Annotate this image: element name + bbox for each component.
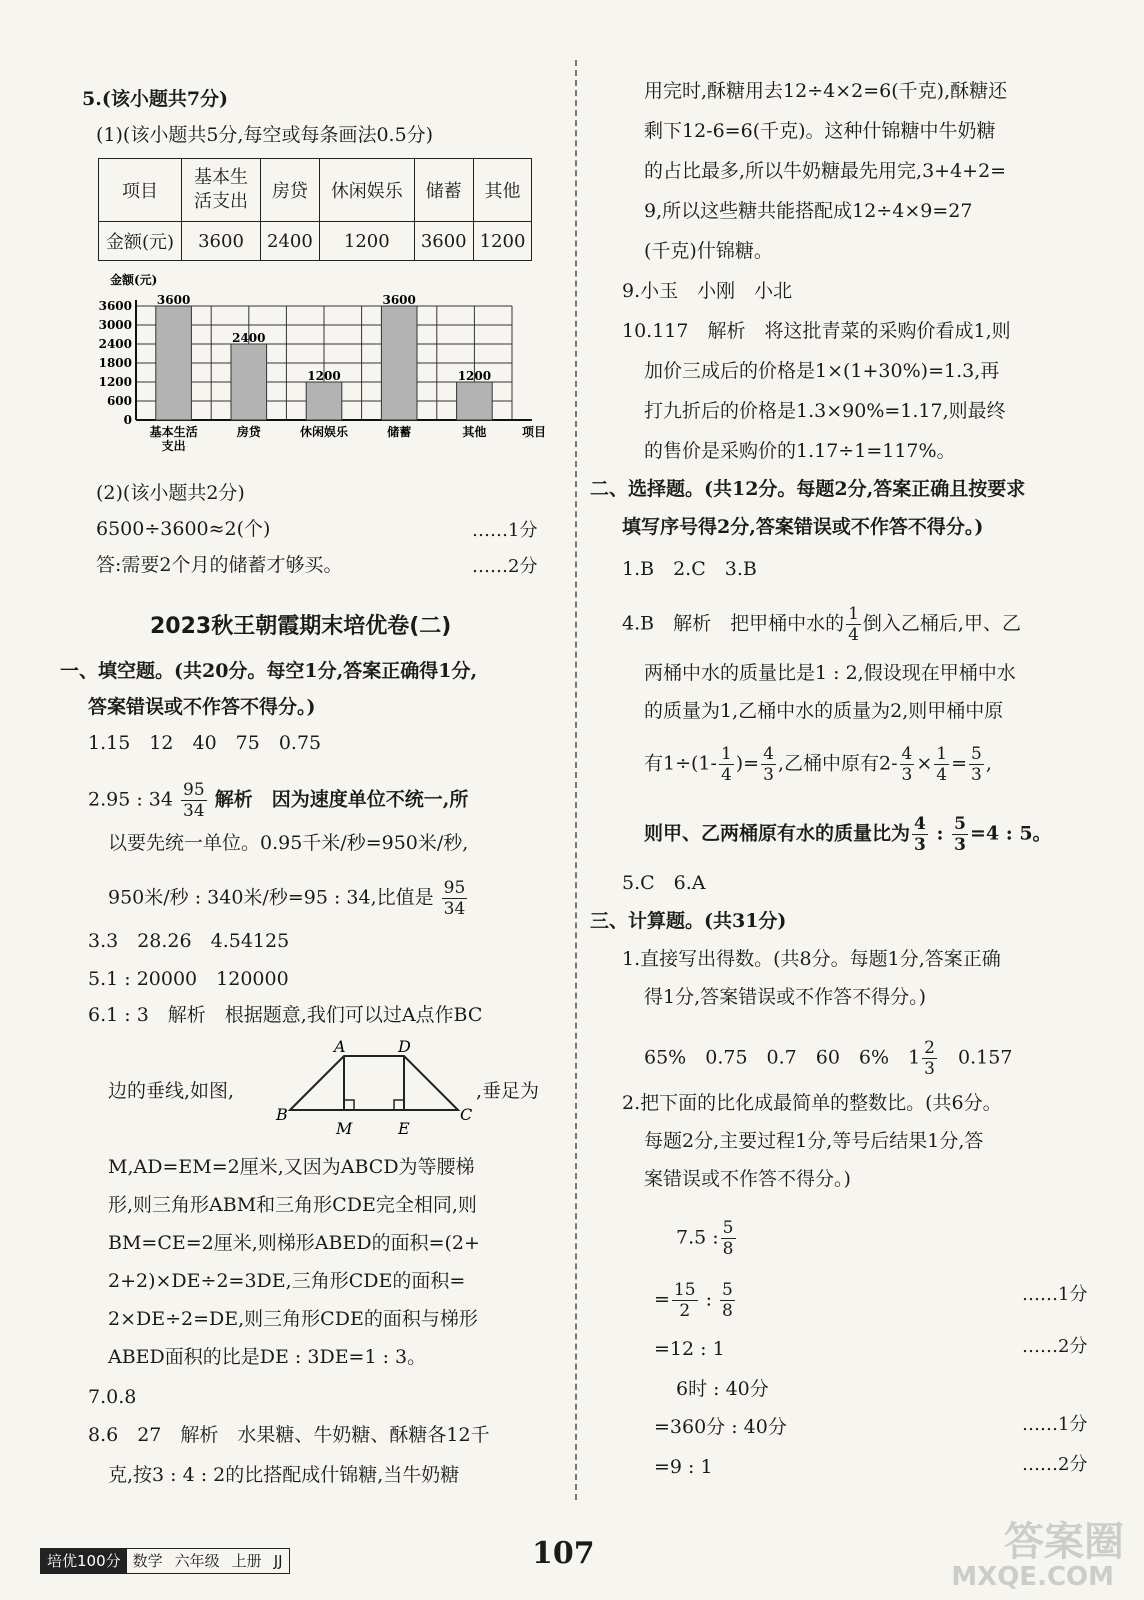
answer-line: 7.0.8 <box>88 1386 137 1408</box>
answer-text: : <box>699 1288 719 1311</box>
table-header-text: 基本生活支出 <box>194 167 248 212</box>
answer-line: (千克)什锦糖。 <box>644 240 773 262</box>
label-d: D <box>398 1040 411 1056</box>
equation-line <box>676 1218 738 1259</box>
answer-text: 7.5 : <box>676 1226 719 1249</box>
section-heading: 答案错误或不作答不得分。) <box>88 696 316 718</box>
numerator: 5 <box>954 814 966 834</box>
x-tick-label: 储蓄 <box>387 425 412 439</box>
fraction <box>181 780 207 821</box>
answer-line: 1.直接写出得数。(共8分。每题1分,答案正确 <box>622 948 1001 970</box>
table-cell: 2400 <box>261 222 320 261</box>
denominator: 4 <box>848 625 859 645</box>
watermark-url: MXQE.COM <box>951 1562 1114 1592</box>
x-tick-label: 房贷 <box>236 425 261 439</box>
answer-line: 9,所以这些糖共能搭配成12÷4×9=27 <box>644 200 973 222</box>
label-b: B <box>276 1105 288 1124</box>
answer-line: 8.6 27 解析 水果糖、牛奶糖、酥糖各12千 <box>88 1424 490 1446</box>
y-axis-label: 金额(元) <box>110 273 158 287</box>
numerator: 95 <box>183 780 205 800</box>
bar <box>306 382 342 420</box>
answer-text: 2.95 : 34 <box>88 788 173 811</box>
numerator: 95 <box>443 878 466 898</box>
denominator: 4 <box>936 765 948 785</box>
label-a: A <box>334 1040 346 1056</box>
answer-line: 2×DE÷2=DE,则三角形CDE的面积与梯形 <box>108 1308 478 1330</box>
denominator: 3 <box>901 765 913 785</box>
column-divider <box>575 60 577 1500</box>
edition: JJ <box>273 1552 283 1570</box>
answer-text: )= <box>735 752 760 775</box>
fraction <box>720 1280 735 1321</box>
numerator: 1 <box>936 744 948 764</box>
answer-line: 6.1 : 3 解析 根据题意,我们可以过A点作BC <box>88 1004 483 1026</box>
bar-value-label: 3600 <box>382 293 416 307</box>
answer-line: 剩下12-6=6(千克)。这种什锦糖中牛奶糖 <box>644 120 996 142</box>
fraction <box>934 744 949 785</box>
answer-line: 用完时,酥糖用去12÷4×2=6(千克),酥糖还 <box>644 80 1008 102</box>
numerator: 4 <box>763 744 774 764</box>
answer-line: 1.15 12 40 75 0.75 <box>88 732 322 754</box>
answer-text: 0.157 <box>958 1046 1013 1069</box>
answer-line: 得1分,答案错误或不作答不得分。) <box>644 986 927 1008</box>
x-tick-label: 支出 <box>161 439 186 453</box>
label-m: M <box>336 1119 353 1138</box>
answer-line: 的售价是采购价的1.17÷1=117%。 <box>644 440 956 462</box>
book-label <box>40 1548 290 1574</box>
x-tick-label: 基本生活 <box>149 425 198 439</box>
denominator: 34 <box>183 801 205 821</box>
section-heading: 一、填空题。(共20分。每空1分,答案正确得1分, <box>60 660 478 682</box>
table-cell: 休闲娱乐 <box>319 159 414 222</box>
trapezoid-figure <box>274 1040 474 1140</box>
table-cell: 其他 <box>473 159 532 222</box>
fraction <box>969 744 984 785</box>
answer-line: 5.1 : 20000 120000 <box>88 968 289 990</box>
x-axis-label: 项目 <box>522 425 547 439</box>
answer-line: 10.117 解析 将这批青菜的采购价看成1,则 <box>622 320 1011 342</box>
numerator: 4 <box>914 814 926 834</box>
score: ……2分 <box>472 556 538 577</box>
y-tick-label: 1800 <box>98 356 132 370</box>
y-tick-label: 600 <box>106 394 132 408</box>
section-heading: 三、计算题。(共31分) <box>590 910 787 932</box>
y-tick-label: 3600 <box>98 299 132 313</box>
answer-line <box>644 814 1052 855</box>
answer-text: 4.B 解析 把甲桶中水的 <box>622 612 845 635</box>
answer-line: 边的垂线,如图, <box>108 1080 235 1102</box>
y-tick-label: 0 <box>123 413 132 427</box>
bar <box>156 306 192 420</box>
fraction <box>912 814 928 855</box>
score: ……2分 <box>1022 1336 1088 1357</box>
equation-line: =12 : 1 <box>654 1338 725 1360</box>
label-c: C <box>460 1105 473 1124</box>
table-row <box>99 159 532 222</box>
x-tick-label: 其他 <box>462 425 487 439</box>
table-cell: 房贷 <box>261 159 320 222</box>
numerator: 5 <box>971 744 982 764</box>
denominator: 3 <box>924 1059 935 1079</box>
equation-line: =9 : 1 <box>654 1456 713 1478</box>
answer-line: 的质量为1,乙桶中水的质量为2,则甲桶中原 <box>644 700 1004 722</box>
q5-title: 5.(该小题共7分) <box>82 88 229 110</box>
expense-table <box>98 158 532 261</box>
answer-line <box>108 878 469 919</box>
fraction <box>952 814 968 855</box>
fraction <box>846 604 861 645</box>
denominator: 3 <box>763 765 774 785</box>
answer-line: 2.把下面的比化成最简单的整数比。(共6分。 <box>622 1092 1002 1114</box>
numerator: 1 <box>848 604 859 624</box>
fraction <box>922 1038 937 1079</box>
numerator: 5 <box>722 1280 733 1300</box>
answer-line: ABED面积的比是DE : 3DE=1 : 3。 <box>108 1346 427 1368</box>
answer-text: = <box>951 752 967 775</box>
answer-line: 打九折后的价格是1.3×90%=1.17,则最终 <box>644 400 1006 422</box>
answer-line <box>622 604 1021 645</box>
label-e: E <box>398 1119 410 1138</box>
answer-line <box>644 744 992 785</box>
equation-line: =360分 : 40分 <box>654 1416 787 1438</box>
grade: 六年级 <box>174 1552 220 1570</box>
equation-line <box>654 1280 737 1321</box>
bar <box>231 344 267 420</box>
denominator: 3 <box>954 835 966 855</box>
answer-line: 形,则三角形ABM和三角形CDE完全相同,则 <box>108 1194 477 1216</box>
term: 上册 <box>231 1552 262 1570</box>
table-cell: 1200 <box>319 222 414 261</box>
watermark: 答案圈 <box>1004 1519 1124 1565</box>
answer-text: = <box>654 1288 670 1311</box>
bar-value-label: 3600 <box>156 293 191 307</box>
section-heading: 填写序号得2分,答案错误或不作答不得分。) <box>622 516 984 538</box>
y-tick-label: 2400 <box>98 337 132 351</box>
numerator: 2 <box>924 1038 935 1058</box>
answer-line: 3.3 28.26 4.54125 <box>88 930 290 952</box>
answer-text: , <box>985 752 992 775</box>
answer-line <box>88 780 468 821</box>
answer-text: : <box>929 822 951 845</box>
table-row <box>99 222 532 261</box>
book-tag: 培优100分 <box>41 1549 127 1573</box>
score: ……1分 <box>472 520 538 541</box>
denominator: 4 <box>720 765 732 785</box>
y-tick-label: 3000 <box>98 318 132 332</box>
answer-line: 克,按3 : 4 : 2的比搭配成什锦糖,当牛奶糖 <box>108 1464 460 1486</box>
answer-line: 9.小玉 小刚 小北 <box>622 280 793 302</box>
q5-sub2: (2)(该小题共2分) <box>96 482 245 504</box>
table-cell: 储蓄 <box>414 159 473 222</box>
denominator: 8 <box>722 1301 733 1321</box>
answer-line: BM=CE=2厘米,则梯形ABED的面积=(2+ <box>108 1232 480 1254</box>
answer-line: 的占比最多,所以牛奶糖最先用完,3+4+2= <box>644 160 1007 182</box>
denominator: 2 <box>679 1301 691 1321</box>
answer-text: 有1÷(1- <box>644 752 717 775</box>
calc-line: 6500÷3600≈2(个) <box>96 518 271 540</box>
answer-line: ,垂足为 <box>476 1080 540 1102</box>
bar-chart <box>82 270 552 470</box>
denominator: 3 <box>914 835 926 855</box>
answer-text: ,乙桶中原有2- <box>777 752 898 775</box>
answer-line: 1.B 2.C 3.B <box>622 558 757 580</box>
table-cell: 金额(元) <box>99 222 182 261</box>
answer-line: 2+2)×DE÷2=3DE,三角形CDE的面积= <box>108 1270 466 1292</box>
answer-line: 以要先统一单位。0.95千米/秒=950米/秒, <box>108 832 469 854</box>
numerator: 1 <box>720 744 732 764</box>
answer-text: 倒入乙桶后,甲、乙 <box>862 612 1021 635</box>
bar-value-label: 1200 <box>457 369 492 383</box>
answer-line <box>644 1038 1012 1079</box>
answer-line: 每题2分,主要过程1分,等号后结果1分,答 <box>644 1130 984 1152</box>
fraction <box>719 744 734 785</box>
y-tick-label: 1200 <box>98 375 132 389</box>
denominator: 3 <box>971 765 982 785</box>
table-cell <box>182 159 261 222</box>
table-cell: 项目 <box>99 159 182 222</box>
page-number: 107 <box>532 1536 595 1571</box>
score: ……2分 <box>1022 1454 1088 1475</box>
subject: 数学 <box>132 1552 163 1570</box>
x-tick-label: 休闲娱乐 <box>299 425 349 439</box>
denominator: 34 <box>443 899 466 919</box>
equation-line: 6时 : 40分 <box>676 1378 769 1400</box>
answer-text: 65% 0.75 0.7 60 6% 1 <box>644 1046 921 1069</box>
denominator: 8 <box>722 1239 734 1259</box>
section-title: 2023秋王朝霞期末培优卷(二) <box>150 614 452 639</box>
score: ……1分 <box>1022 1414 1088 1435</box>
answer-text: × <box>916 752 933 775</box>
analysis-text: 解析 因为速度单位不统一,所 <box>214 788 469 811</box>
answer-line: 案错误或不作答不得分。) <box>644 1168 851 1190</box>
fraction <box>672 1280 698 1321</box>
answer-line: 答:需要2个月的储蓄才够买。 <box>96 554 343 576</box>
answer-text: =4 : 5。 <box>969 822 1052 845</box>
table-cell: 3600 <box>414 222 473 261</box>
bar <box>381 306 417 420</box>
answer-text: 则甲、乙两桶原有水的质量比为 <box>644 822 911 845</box>
table-cell: 3600 <box>182 222 261 261</box>
numerator: 4 <box>901 744 913 764</box>
fraction <box>900 744 915 785</box>
numerator: 5 <box>722 1218 734 1238</box>
bar-value-label: 1200 <box>307 369 341 383</box>
section-heading: 二、选择题。(共12分。每题2分,答案正确且按要求 <box>590 478 1026 500</box>
bar-value-label: 2400 <box>232 331 266 345</box>
answer-line: 5.C 6.A <box>622 872 706 894</box>
answer-text: 950米/秒 : 340米/秒=95 : 34,比值是 <box>108 886 434 909</box>
q5-sub1: (1)(该小题共5分,每空或每条画法0.5分) <box>96 124 434 146</box>
fraction <box>761 744 776 785</box>
fraction <box>442 878 468 919</box>
score: ……1分 <box>1022 1284 1088 1305</box>
answer-line: M,AD=EM=2厘米,又因为ABCD为等腰梯 <box>108 1156 475 1178</box>
answer-line: 两桶中水的质量比是1 : 2,假设现在甲桶中水 <box>644 662 1016 684</box>
bar <box>457 382 493 420</box>
fraction <box>721 1218 736 1259</box>
answer-line: 加价三成后的价格是1×(1+30%)=1.3,再 <box>644 360 1000 382</box>
numerator: 15 <box>673 1280 696 1300</box>
table-cell: 1200 <box>473 222 532 261</box>
